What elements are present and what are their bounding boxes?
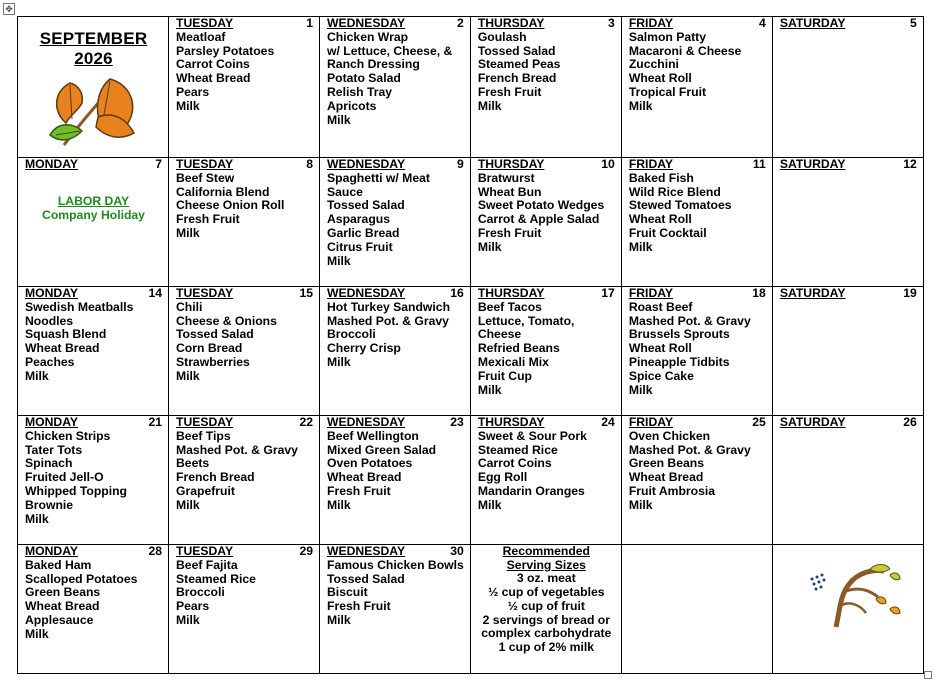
menu-item: Cheese — [477, 327, 522, 342]
day-date: 8 — [306, 157, 313, 171]
day-date: 10 — [601, 157, 615, 171]
menu-item: Fresh Fruit — [176, 212, 240, 227]
menu-item: Steamed Rice — [477, 442, 558, 457]
menu-item: Oven Chicken — [628, 428, 711, 443]
day-header — [478, 158, 615, 172]
day-header — [176, 287, 313, 301]
menu-item: Meatloaf — [176, 29, 226, 44]
day-name: SATURDAY — [779, 157, 846, 171]
day-name: TUESDAY — [176, 16, 234, 30]
menu-item: Milk — [176, 225, 200, 240]
day-date: 16 — [450, 286, 464, 300]
menu-item: Beef Wellington — [327, 428, 419, 443]
day-header — [478, 287, 615, 301]
menu-item: Milk — [25, 626, 49, 641]
menu-item: Green Beans — [25, 585, 101, 600]
menu-item: French Bread — [477, 71, 557, 86]
resize-handle-icon[interactable] — [924, 671, 932, 679]
day-date: 22 — [299, 415, 313, 429]
menu-item: Brussels Sprouts — [628, 327, 730, 342]
menu-item: Wheat Bread — [628, 470, 704, 485]
menu-item: Milk — [25, 368, 49, 383]
menu-item: Spaghetti w/ Meat — [327, 170, 430, 185]
day-header — [327, 287, 464, 301]
menu-item: Beef Stew — [176, 170, 235, 185]
menu-item: Carrot Coins — [176, 57, 250, 72]
day-header — [176, 158, 313, 172]
day-name: WEDNESDAY — [327, 286, 406, 300]
day-date: 24 — [601, 415, 615, 429]
day-date: 19 — [903, 286, 917, 300]
menu-item: Wheat Bun — [477, 184, 542, 199]
menu-item: Fruit Cocktail — [628, 225, 707, 240]
menu-item: California Blend — [176, 184, 270, 199]
menu-item: Wild Rice Blend — [628, 184, 721, 199]
day-cell — [169, 158, 320, 287]
day-name: WEDNESDAY — [327, 16, 406, 30]
day-name: MONDAY — [25, 544, 79, 558]
day-name: MONDAY — [25, 415, 79, 429]
menu-item: Asparagus — [327, 212, 390, 227]
week-row — [18, 287, 924, 416]
serving-sizes-cell — [470, 545, 621, 674]
day-header — [629, 287, 766, 301]
menu-item: Biscuit — [327, 585, 368, 600]
serving-line: ½ cup of vegetables — [488, 585, 605, 600]
calendar-year: 2026 — [74, 49, 113, 68]
menu-item: Ranch Dressing — [327, 57, 420, 72]
menu-item: Applesauce — [25, 612, 94, 627]
day-cell — [470, 416, 621, 545]
day-cell — [621, 158, 772, 287]
menu-item: Chicken Wrap — [327, 29, 409, 44]
menu-item: Refried Beans — [477, 341, 560, 356]
menu-item: Milk — [628, 98, 653, 113]
menu-item: Steamed Peas — [477, 57, 561, 72]
menu-item: Mashed Pot. & Gravy — [327, 313, 449, 328]
day-name: THURSDAY — [477, 157, 545, 171]
menu-item: Goulash — [477, 29, 527, 44]
menu-item: Cheese Onion Roll — [176, 198, 285, 213]
calendar-table — [17, 16, 924, 674]
menu-item: Potato Salad — [327, 71, 401, 86]
day-cell — [169, 17, 320, 158]
menu-item: Swedish Meatballs — [25, 299, 134, 314]
menu-item: Milk — [628, 382, 653, 397]
day-name: THURSDAY — [477, 286, 545, 300]
menu-item: Fruited Jell-O — [25, 470, 104, 485]
menu-item: Milk — [628, 239, 653, 254]
menu-item: Baked Fish — [628, 170, 694, 185]
day-header — [327, 17, 464, 31]
day-cell — [772, 416, 923, 545]
menu-item: Egg Roll — [477, 470, 528, 485]
serving-sizes — [478, 545, 615, 655]
menu-item: Zucchini — [628, 57, 679, 72]
menu-item: Spice Cake — [628, 368, 694, 383]
menu-item: Mexicali Mix — [477, 354, 549, 369]
day-date: 28 — [148, 544, 162, 558]
day-date: 1 — [306, 16, 313, 30]
day-date: 4 — [759, 16, 766, 30]
calendar-body — [18, 17, 924, 674]
menu-item: Baked Ham — [25, 557, 92, 572]
menu-item: Corn Bread — [176, 341, 243, 356]
day-name: WEDNESDAY — [327, 415, 406, 429]
day-cell — [18, 158, 169, 287]
menu-item: Noodles — [25, 313, 74, 328]
day-cell — [621, 17, 772, 158]
menu-item: Milk — [176, 612, 200, 627]
day-cell — [470, 287, 621, 416]
menu-item: Spinach — [25, 456, 73, 471]
menu-item: Milk — [477, 239, 502, 254]
day-cell — [320, 416, 471, 545]
menu-item: Steamed Rice — [176, 571, 256, 586]
menu-item: Milk — [327, 497, 351, 512]
day-header — [629, 416, 766, 430]
menu-item: Mashed Pot. & Gravy — [628, 313, 751, 328]
day-cell — [169, 545, 320, 674]
empty-cell — [621, 545, 772, 674]
day-cell — [320, 158, 471, 287]
menu-item: Broccoli — [176, 585, 225, 600]
menu-item: Oven Potatoes — [327, 456, 413, 471]
day-date: 18 — [752, 286, 766, 300]
menu-item: Squash Blend — [25, 327, 107, 342]
day-date: 21 — [148, 415, 162, 429]
menu-item: Grapefruit — [176, 483, 235, 498]
serving-line: complex carbohydrate — [481, 626, 612, 641]
autumn-leaves-icon — [25, 71, 162, 155]
menu-item: Hot Turkey Sandwich — [327, 299, 451, 314]
menu-item: Milk — [477, 98, 502, 113]
day-name: FRIDAY — [628, 157, 674, 171]
day-header — [478, 416, 615, 430]
day-header — [780, 158, 917, 172]
serving-line: 2 servings of bread or — [482, 612, 610, 627]
menu-item: Pears — [176, 84, 210, 99]
menu-item: Milk — [327, 253, 351, 268]
menu-item: Broccoli — [327, 327, 376, 342]
day-name: SATURDAY — [779, 16, 846, 30]
day-cell — [18, 545, 169, 674]
day-name: TUESDAY — [176, 415, 234, 429]
day-name: FRIDAY — [628, 286, 674, 300]
day-cell — [470, 158, 621, 287]
holiday-notice — [25, 195, 162, 223]
day-header — [25, 416, 162, 430]
menu-item: Strawberries — [176, 354, 250, 369]
day-date: 23 — [450, 415, 464, 429]
menu-item: Carrot Coins — [477, 456, 552, 471]
day-header — [327, 158, 464, 172]
menu-item: Citrus Fruit — [327, 239, 393, 254]
day-date: 30 — [450, 544, 464, 558]
day-date: 12 — [903, 157, 917, 171]
menu-item: Roast Beef — [628, 299, 693, 314]
serving-line: 3 oz. meat — [516, 571, 576, 586]
title-cell — [18, 17, 169, 158]
menu-item: Apricots — [327, 98, 377, 113]
day-header — [629, 17, 766, 31]
day-name: SATURDAY — [779, 415, 846, 429]
menu-item: Salmon Patty — [628, 29, 707, 44]
day-date: 25 — [752, 415, 766, 429]
day-cell — [169, 416, 320, 545]
menu-item: Sweet Potato Wedges — [477, 198, 605, 213]
menu-item: Wheat Roll — [628, 71, 692, 86]
menu-item: Milk — [327, 354, 351, 369]
menu-item: Tater Tots — [25, 442, 83, 457]
week-row — [18, 416, 924, 545]
day-cell — [320, 17, 471, 158]
day-date: 11 — [752, 157, 766, 171]
menu-item: Stewed Tomatoes — [628, 198, 732, 213]
day-cell — [772, 17, 923, 158]
menu-item: Cherry Crisp — [327, 341, 401, 356]
day-date: 3 — [608, 16, 615, 30]
menu-item: Chili — [176, 299, 203, 314]
day-name: TUESDAY — [176, 157, 234, 171]
menu-item: Fresh Fruit — [327, 483, 391, 498]
menu-item: Peaches — [25, 354, 75, 369]
menu-item: Beef Tacos — [477, 299, 542, 314]
menu-item: Cheese & Onions — [176, 313, 277, 328]
menu-item: Tossed Salad — [327, 198, 405, 213]
menu-item: Chicken Strips — [25, 428, 111, 443]
day-cell — [621, 416, 772, 545]
menu-item: Tropical Fruit — [628, 84, 707, 99]
menu-item: Fresh Fruit — [327, 599, 391, 614]
day-cell — [621, 287, 772, 416]
menu-item: Fresh Fruit — [477, 84, 542, 99]
menu-item: Wheat Bread — [25, 599, 100, 614]
day-header — [327, 545, 464, 559]
day-header — [176, 17, 313, 31]
menu-item: Fruit Cup — [477, 368, 532, 383]
day-name: WEDNESDAY — [327, 157, 406, 171]
day-header — [25, 545, 162, 559]
menu-item: Pineapple Tidbits — [628, 354, 730, 369]
menu-item: Relish Tray — [327, 84, 393, 99]
day-header — [780, 17, 917, 31]
serving-heading: Serving Sizes — [506, 557, 586, 572]
menu-item: Wheat Bread — [327, 470, 402, 485]
menu-item: Milk — [176, 98, 200, 113]
calendar-month: SEPTEMBER — [39, 29, 148, 48]
menu-item: Wheat Roll — [628, 341, 692, 356]
day-header — [176, 416, 313, 430]
holiday-name: LABOR DAY — [57, 193, 130, 208]
menu-item: Scalloped Potatoes — [25, 571, 138, 586]
serving-line: ½ cup of fruit — [507, 598, 585, 613]
day-header — [176, 545, 313, 559]
menu-item: Mashed Pot. & Gravy — [628, 442, 751, 457]
day-name: TUESDAY — [176, 286, 234, 300]
menu-item: w/ Lettuce, Cheese, & — [327, 43, 453, 58]
day-cell — [169, 287, 320, 416]
week-row — [18, 545, 924, 674]
day-header — [780, 416, 917, 430]
menu-item: Wheat Bread — [176, 71, 251, 86]
tree-art-cell — [772, 545, 923, 674]
day-date: 5 — [910, 16, 917, 30]
menu-item: Fruit Ambrosia — [628, 483, 716, 498]
menu-item: Beef Tips — [176, 428, 231, 443]
day-cell — [320, 545, 471, 674]
menu-item: Milk — [327, 612, 351, 627]
day-cell — [18, 416, 169, 545]
menu-item: Garlic Bread — [327, 225, 400, 240]
menu-item: Tossed Salad — [176, 327, 254, 342]
serving-line: 1 cup of 2% milk — [498, 639, 595, 654]
menu-item: Sweet & Sour Pork — [477, 428, 587, 443]
day-header — [780, 287, 917, 301]
day-name: MONDAY — [25, 157, 79, 171]
day-name: TUESDAY — [176, 544, 234, 558]
menu-item: Carrot & Apple Salad — [477, 212, 600, 227]
day-cell — [772, 287, 923, 416]
menu-item: Pears — [176, 599, 210, 614]
serving-heading: Recommended — [502, 544, 590, 558]
menu-item: Parsley Potatoes — [176, 43, 275, 58]
windy-tree-icon — [806, 559, 917, 633]
menu-item: Sauce — [327, 184, 363, 199]
menu-item: French Bread — [176, 470, 255, 485]
day-date: 29 — [299, 544, 313, 558]
day-name: MONDAY — [25, 286, 79, 300]
holiday-note: Company Holiday — [42, 207, 145, 222]
day-name: THURSDAY — [477, 16, 545, 30]
day-date: 9 — [457, 157, 464, 171]
menu-item: Milk — [477, 497, 502, 512]
menu-item: Mashed Pot. & Gravy — [176, 442, 298, 457]
day-header — [25, 158, 162, 172]
menu-item: Famous Chicken Bowls — [327, 557, 464, 572]
day-date: 2 — [457, 16, 464, 30]
menu-item: Milk — [477, 382, 502, 397]
day-cell — [320, 287, 471, 416]
menu-item: Beets — [176, 456, 210, 471]
day-date: 17 — [601, 286, 615, 300]
day-cell — [772, 158, 923, 287]
menu-item: Milk — [176, 368, 200, 383]
menu-item: Lettuce, Tomato, — [477, 313, 575, 328]
week-row — [18, 17, 924, 158]
day-date: 15 — [299, 286, 313, 300]
menu-item: Tossed Salad — [477, 43, 556, 58]
day-name: WEDNESDAY — [327, 544, 406, 558]
calendar-title — [25, 29, 162, 69]
week-row — [18, 158, 924, 287]
day-date: 14 — [148, 286, 162, 300]
day-name: FRIDAY — [628, 415, 674, 429]
menu-item: Whipped Topping — [25, 483, 127, 498]
menu-item: Beef Fajita — [176, 557, 238, 572]
day-date: 7 — [155, 157, 162, 171]
menu-item: Wheat Bread — [25, 341, 100, 356]
day-header — [478, 17, 615, 31]
day-name: THURSDAY — [477, 415, 545, 429]
menu-item: Tossed Salad — [327, 571, 405, 586]
day-header — [629, 158, 766, 172]
menu-item: Wheat Roll — [628, 212, 692, 227]
menu-item: Fresh Fruit — [477, 225, 542, 240]
menu-item: Macaroni & Cheese — [628, 43, 742, 58]
menu-item: Mixed Green Salad — [327, 442, 437, 457]
day-date: 26 — [903, 415, 917, 429]
menu-item: Mandarin Oranges — [477, 483, 585, 498]
menu-item: Green Beans — [628, 456, 705, 471]
day-header — [327, 416, 464, 430]
menu-item: Bratwurst — [477, 170, 535, 185]
menu-item: Brownie — [25, 497, 74, 512]
move-handle-icon[interactable]: ✥ — [3, 3, 15, 15]
day-header — [25, 287, 162, 301]
day-name: FRIDAY — [628, 16, 674, 30]
day-cell — [18, 287, 169, 416]
menu-item: Milk — [176, 497, 200, 512]
day-name: SATURDAY — [779, 286, 846, 300]
day-cell — [470, 17, 621, 158]
menu-item: Milk — [327, 112, 351, 127]
menu-item: Milk — [628, 497, 653, 512]
menu-item: Milk — [25, 511, 49, 526]
